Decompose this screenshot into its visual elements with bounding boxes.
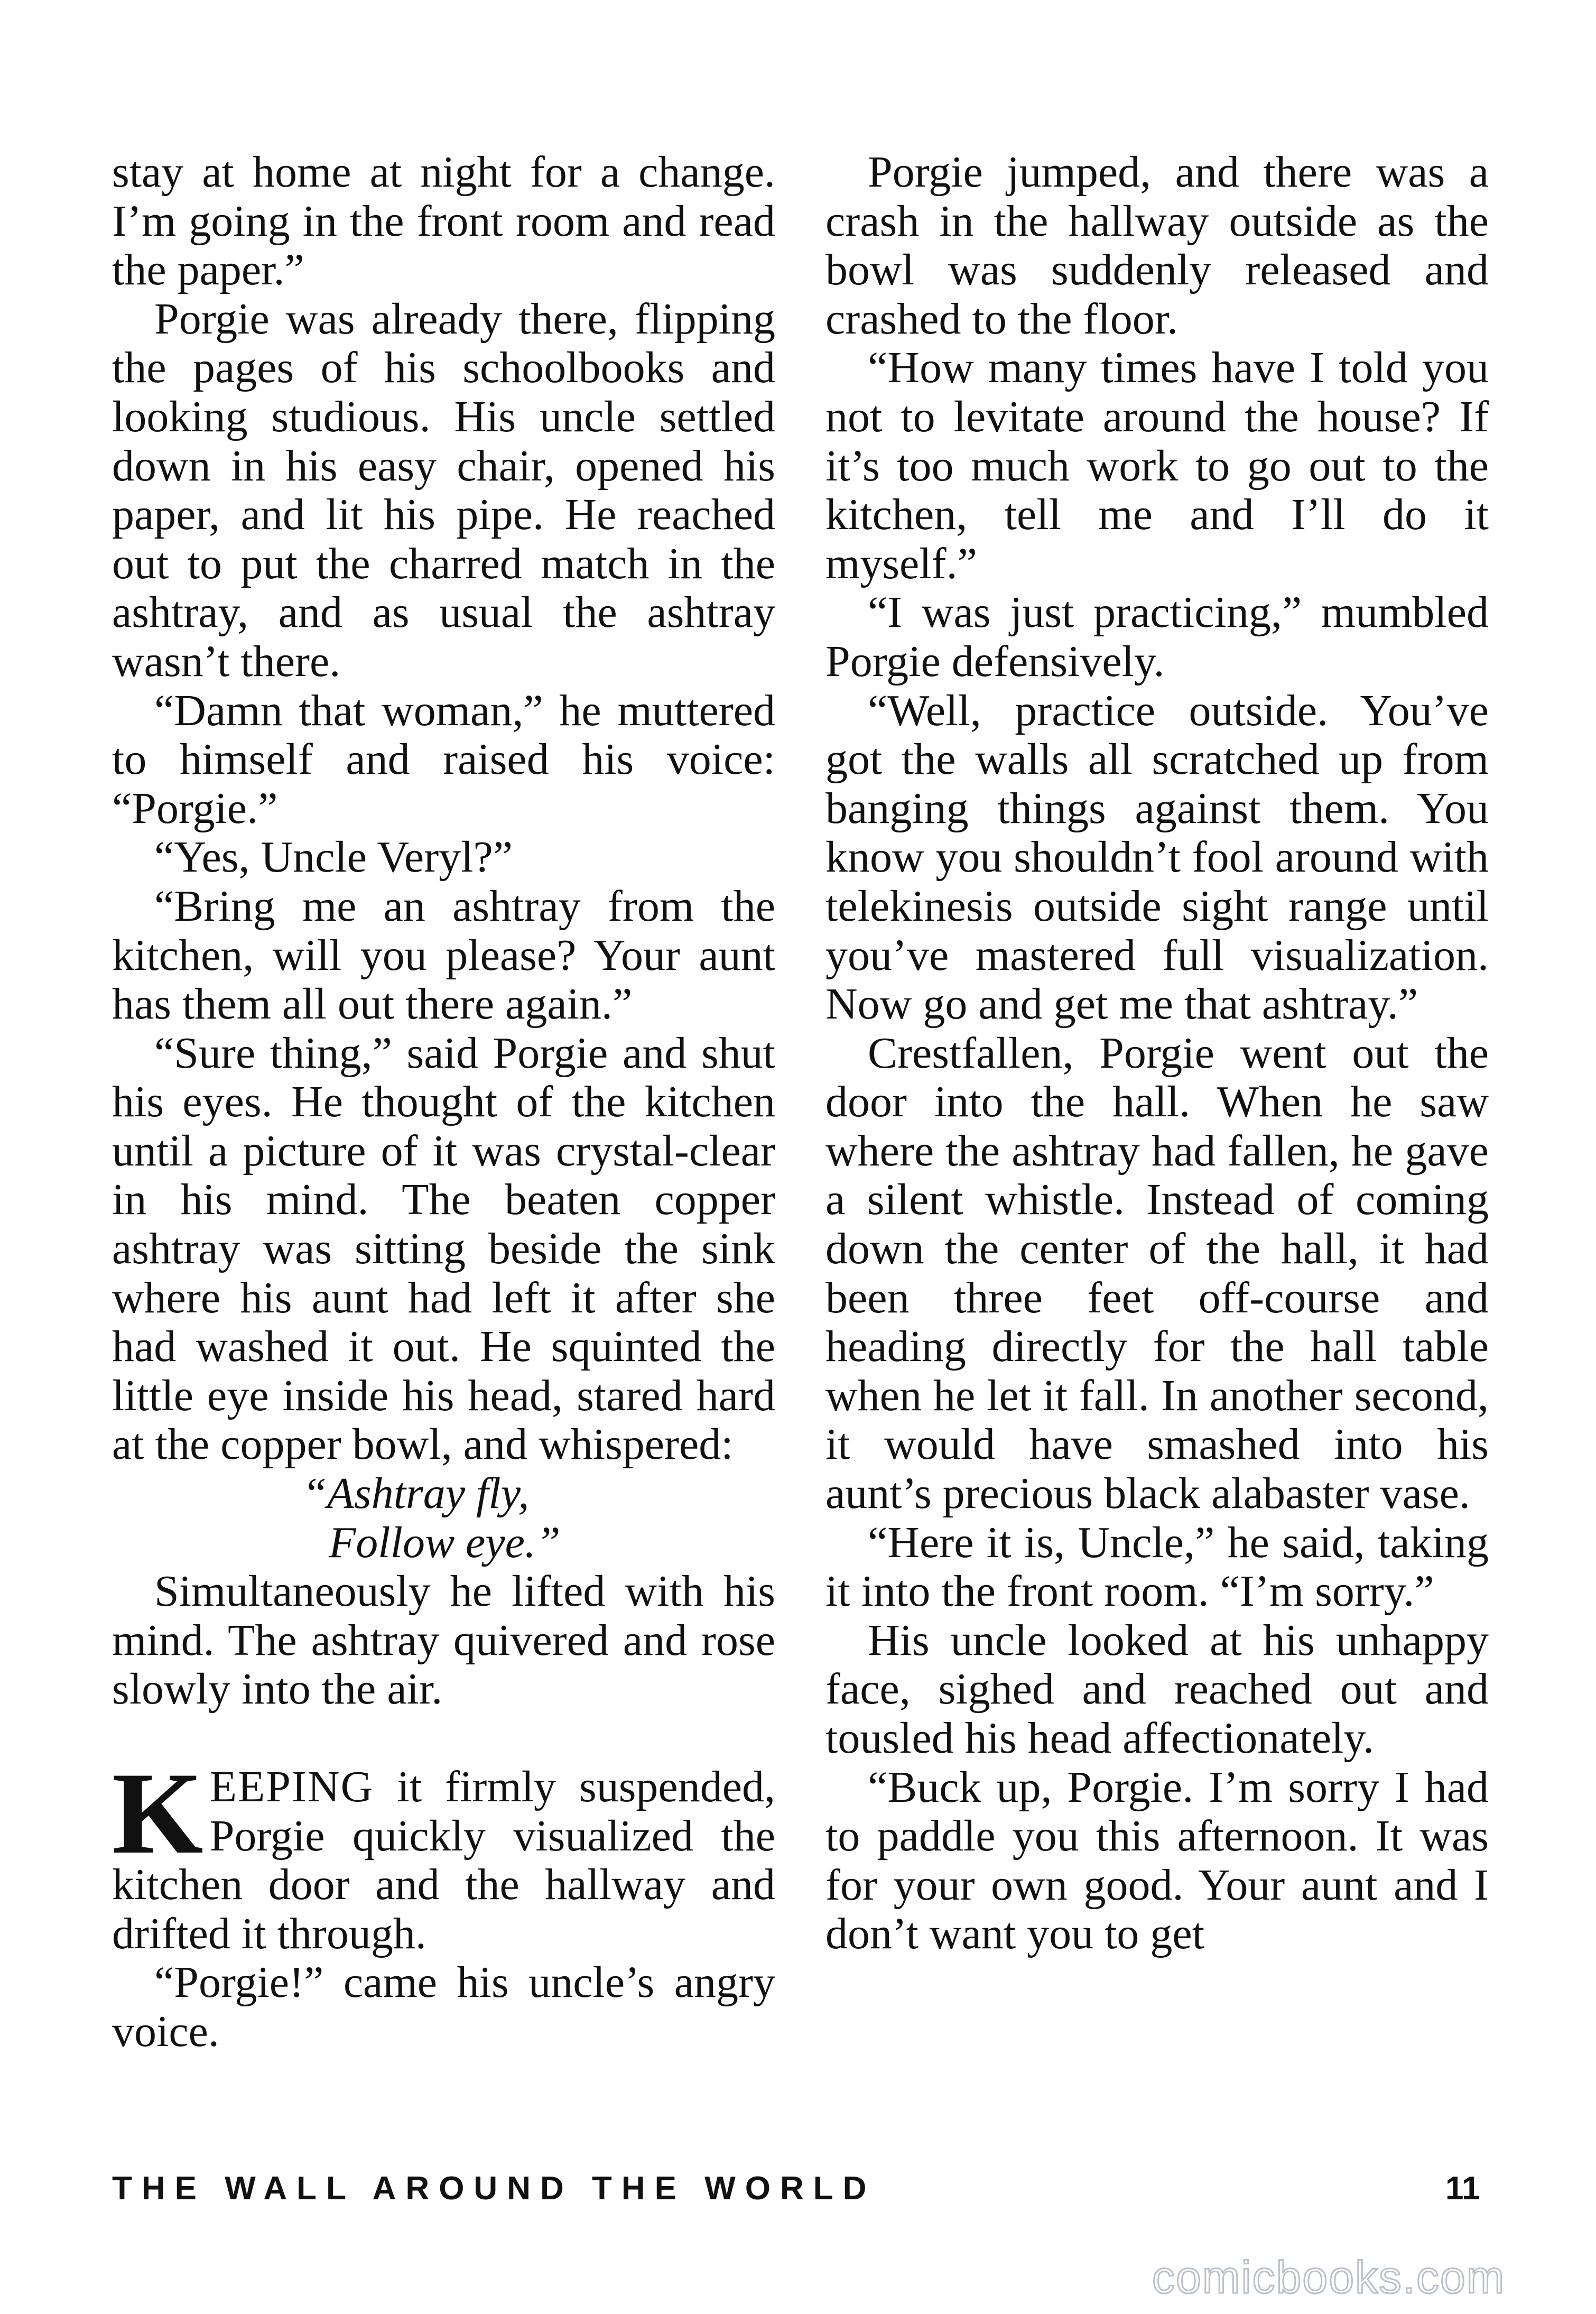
paragraph: Porgie was already there, flipping the pages of his schoolbooks and looking studious. His uncle settled down in his easy chair, opened his paper, and lit his pipe. He reached out to put the charred match in the ashtray, and as usual the ashtray wasn’t there. xyxy=(112,294,775,686)
right-column xyxy=(825,148,1489,1959)
paragraph-text: it firmly suspended, Porgie quickly visualized the kitchen door and the hallway and drifted it through. xyxy=(112,1762,775,1958)
paragraph: “How many times have I told you not to levitate around the house? If it’s too much work to go out to the kitchen, tell me and I’ll do it myself.” xyxy=(825,343,1489,588)
paragraph: “Bring me an ashtray from the kitchen, will you please? Your aunt has them all out there again.” xyxy=(112,881,775,1029)
verse-line: Follow eye.” xyxy=(329,1517,561,1567)
paragraph: Porgie jumped, and there was a crash in the hallway outside as the bowl was suddenly released and crashed to the floor. xyxy=(825,147,1489,344)
paragraph: Crestfallen, Porgie went out the door into the hall. When he saw where the ashtray had fallen, he gave a silent whistle. Instead of coming down the center of the hall, it had been three feet off-course and heading directly for the hall table when he let it fall. In another second, it would have smashed into his aunt’s precious black alabaster vase. xyxy=(825,1028,1489,1519)
paragraph: “Damn that woman,” he muttered to himself and raised his voice: “Porgie.” xyxy=(112,686,775,833)
paragraph: “I was just practicing,” mumbled Porgie defensively. xyxy=(825,588,1489,686)
verse xyxy=(112,1469,775,1567)
paragraph: Simultaneously he lifted with his mind. The ashtray quivered and rose slowly into the air. xyxy=(112,1567,775,1714)
section-start-paragraph xyxy=(112,1748,775,1958)
paragraph: “Sure thing,” said Porgie and shut his eyes. He thought of the kitchen until a picture of it was crystal-clear in his mind. The beaten copper ashtray was sitting beside the sink where his aunt had left it after she had washed it out. He squinted the little eye inside his head, stared hard at the copper bowl, and whispered: xyxy=(112,1028,775,1469)
left-column xyxy=(112,148,775,2057)
paragraph: stay at home at night for a change. I’m going in the front room and read the paper.” xyxy=(112,147,775,295)
paragraph: “Buck up, Porgie. I’m sorry I had to paddle you this afternoon. It was for your own good. Your aunt and I don’t want you to get xyxy=(825,1762,1489,1959)
drop-cap: K xyxy=(112,1748,203,1878)
paragraph: “Here it is, Uncle,” he said, taking it into the front room. “I’m sorry.” xyxy=(825,1517,1489,1616)
paragraph: His uncle looked at his unhappy face, sighed and reached out and tousled his head affectionately. xyxy=(825,1615,1489,1763)
running-footer-title: THE WALL AROUND THE WORLD xyxy=(112,2170,876,2207)
paragraph: “Porgie!” came his uncle’s angry voice. xyxy=(112,1958,775,2056)
paragraph: “Yes, Uncle Veryl?” xyxy=(154,832,513,882)
small-caps-lead: EEPING xyxy=(209,1762,374,1811)
page-number: 11 xyxy=(1445,2170,1480,2207)
verse-line: “Ashtray fly, xyxy=(302,1469,530,1519)
watermark: comicbooks.com xyxy=(1152,2252,1506,2303)
paragraph: “Well, practice outside. You’ve got the walls all scratched up from banging things against them. You know you shouldn’t fool around with telekinesis outside sight range until you’ve mastered full visualization. Now go and get me that ashtray.” xyxy=(825,686,1489,1029)
